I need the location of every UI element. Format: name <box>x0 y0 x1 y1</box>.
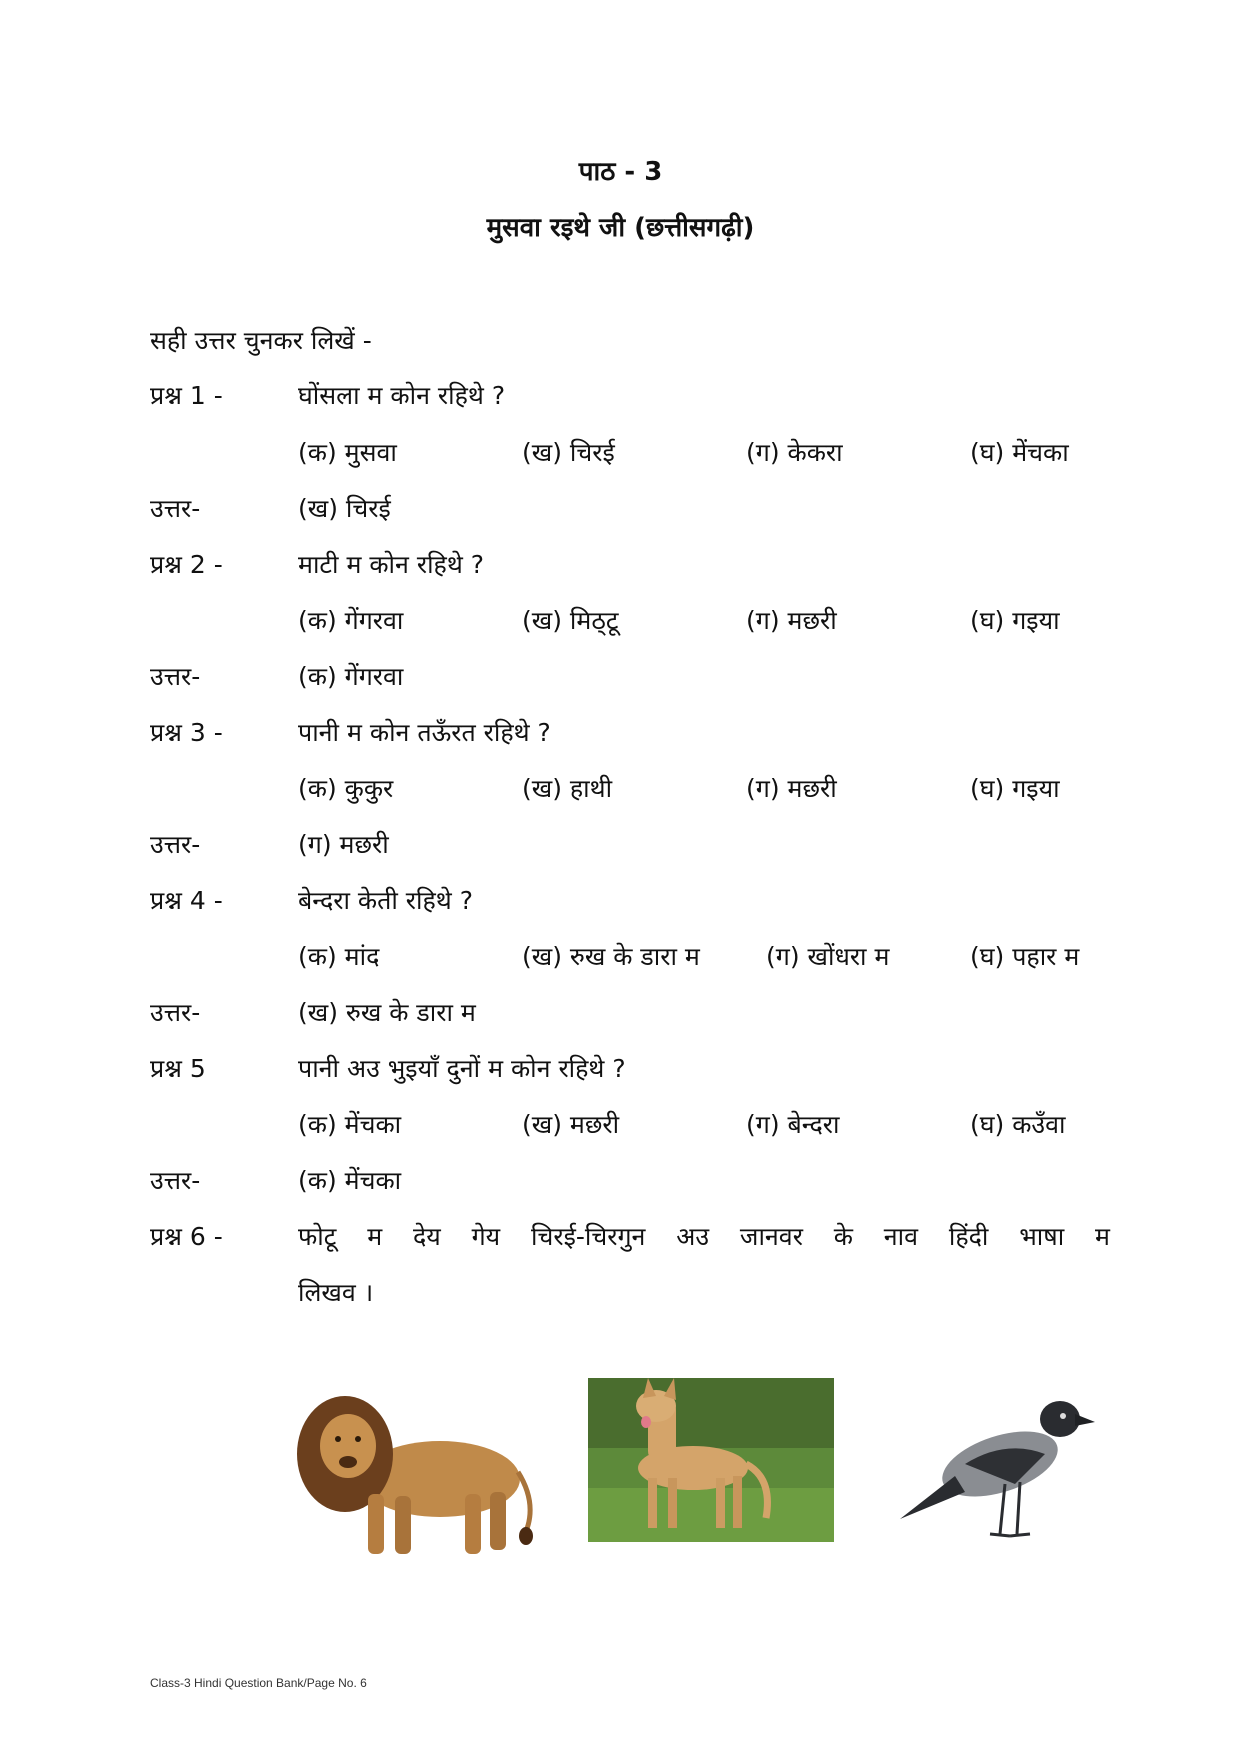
option: (ग) मछरी <box>746 606 837 635</box>
option: (ग) खोंधरा म <box>766 942 890 971</box>
question-text: पानी अउ भुइयाँ दुनों म कोन रहिथे ? <box>298 1054 626 1083</box>
instruction <box>150 318 1110 364</box>
dog-picture <box>588 1378 834 1542</box>
question-text: पानी म कोन तऊँरत रहिथे ? <box>298 718 551 747</box>
question-4-options <box>150 934 1110 980</box>
answer-text: (ख) रुख के डारा म <box>298 998 476 1027</box>
option: (घ) कउँवा <box>970 1110 1066 1139</box>
answer-label: उत्तर- <box>150 998 201 1027</box>
lesson-number: पाठ - 3 <box>578 157 663 187</box>
question-text: फोटू म देय गेय चिरई-चिरगुन अउ जानवर के नाव हिंदी भाषा म <box>298 1222 1110 1251</box>
answer-1 <box>150 486 1110 532</box>
option: (क) मुसवा <box>298 438 397 467</box>
question-3-options <box>150 766 1110 812</box>
question-4 <box>150 878 1110 924</box>
option: (क) मेंचका <box>298 1110 402 1139</box>
answer-label: उत्तर- <box>150 662 201 691</box>
picture-row <box>0 1384 1241 1564</box>
lesson-title: मुसवा रइथे जी (छत्तीसगढ़ी) <box>486 213 755 243</box>
option: (ख) रुख के डारा म <box>522 942 700 971</box>
question-3 <box>150 710 1110 756</box>
question-label: प्रश्न 3 - <box>150 718 223 747</box>
question-2-options <box>150 598 1110 644</box>
answer-label: उत्तर- <box>150 494 201 523</box>
question-text: माटी म कोन रहिथे ? <box>298 550 485 579</box>
question-label: प्रश्न 6 - <box>150 1222 223 1251</box>
answer-text: (ग) मछरी <box>298 830 389 859</box>
lion-picture <box>290 1384 540 1564</box>
question-label: प्रश्न 2 - <box>150 550 223 579</box>
answer-label: उत्तर- <box>150 1166 201 1195</box>
answer-label: उत्तर- <box>150 830 201 859</box>
option: (ख) मछरी <box>522 1110 620 1139</box>
question-5 <box>150 1046 1110 1092</box>
option: (घ) गइया <box>970 606 1060 635</box>
crow-picture <box>895 1384 1095 1554</box>
answer-2 <box>150 654 1110 700</box>
option: (क) कुकुर <box>298 774 394 803</box>
question-label: प्रश्न 1 - <box>150 381 223 410</box>
question-text-continued: लिखव । <box>298 1278 374 1307</box>
question-label: प्रश्न 5 <box>150 1054 206 1083</box>
question-5-options <box>150 1102 1110 1148</box>
option: (ग) केकरा <box>746 438 843 467</box>
option: (ख) मिठ्टू <box>522 606 619 635</box>
option: (क) मांद <box>298 942 380 971</box>
option: (क) गेंगरवा <box>298 606 404 635</box>
page-footer: Class-3 Hindi Question Bank/Page No. 6 <box>150 1676 367 1690</box>
question-text: बेन्दरा केती रहिथे ? <box>298 886 473 915</box>
question-2 <box>150 542 1110 588</box>
option: (घ) मेंचका <box>970 438 1069 467</box>
option: (घ) पहार म <box>970 942 1080 971</box>
question-1-options <box>150 430 1110 476</box>
option: (घ) गइया <box>970 774 1060 803</box>
option: (ग) बेन्दरा <box>746 1110 840 1139</box>
question-6 <box>150 1214 1110 1260</box>
option: (ख) हाथी <box>522 774 613 803</box>
question-text: घोंसला म कोन रहिथे ? <box>298 381 506 410</box>
answer-4 <box>150 990 1110 1036</box>
answer-text: (क) मेंचका <box>298 1166 402 1195</box>
instruction-text: सही उत्तर चुनकर लिखें - <box>150 326 372 355</box>
option: (ख) चिरई <box>522 438 615 467</box>
question-1 <box>150 373 1110 419</box>
question-label: प्रश्न 4 - <box>150 886 223 915</box>
answer-text: (क) गेंगरवा <box>298 662 404 691</box>
answer-5 <box>150 1158 1110 1204</box>
question-6-continued <box>150 1270 1110 1316</box>
answer-text: (ख) चिरई <box>298 494 391 523</box>
option: (ग) मछरी <box>746 774 837 803</box>
answer-3 <box>150 822 1110 868</box>
